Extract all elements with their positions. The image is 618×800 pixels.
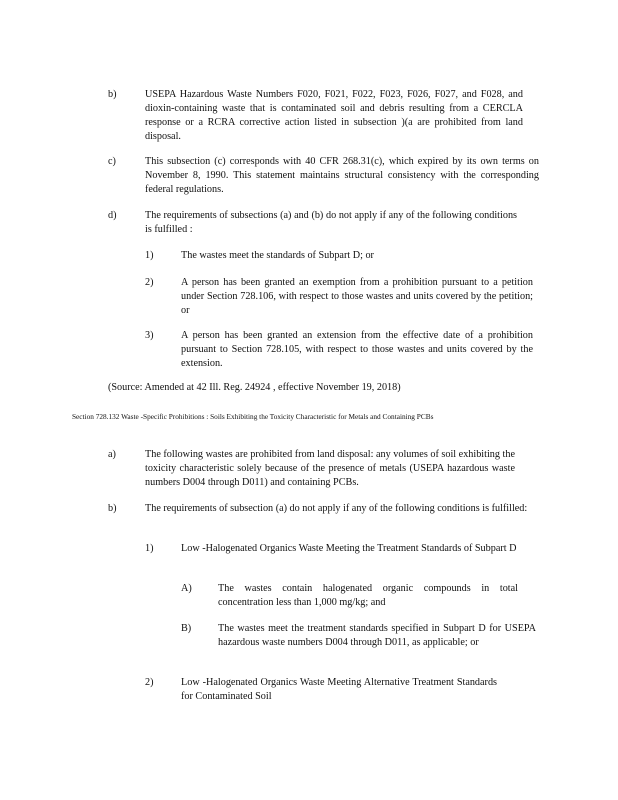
section-b1A-marker: A) [181,583,192,594]
section-b1B-marker: B) [181,623,192,634]
paragraph-d2-marker: 2) [145,277,154,288]
section-heading: Section 728.132 Waste -Specific Prohibitions : Soils Exhibiting the Toxicity Characteristic for Metals and Containing PCBs [72,412,434,421]
source-note: (Source: Amended at 42 Ill. Reg. 24924 , effective November 19, 2018) [108,382,401,393]
paragraph-d3-marker: 3) [145,330,154,341]
paragraph-d1-text: The wastes meet the standards of Subpart D; or [181,250,374,261]
section-a-marker: a) [108,449,116,460]
section-b1B-text: The wastes meet the treatment standards specified in Subpart D for USEPA hazardous waste numbers D004 through D011, as applicable; or [218,623,536,648]
section-b-marker: b) [108,503,117,514]
section-b1-marker: 1) [145,543,154,554]
paragraph-d-marker: d) [108,210,117,221]
paragraph-c-text: This subsection (c) corresponds with 40 CFR 268.31(c), which expired by its own terms on November 8, 1990. This statement maintains structural consistency with the corresponding federal regulations. [145,156,539,195]
section-b1-text: Low -Halogenated Organics Waste Meeting the Treatment Standards of Subpart D [181,543,517,554]
section-b-text: The requirements of subsection (a) do not apply if any of the following conditions is fulfilled: [145,503,528,514]
section-b2-marker: 2) [145,677,154,688]
section-b2-text: Low -Halogenated Organics Waste Meeting Alternative Treatment Standards for Contaminated Soil [181,677,497,702]
paragraph-b-text: USEPA Hazardous Waste Numbers F020, F021, F022, F023, F026, F027, and F028, and dioxin-containing waste that is contaminated soil and debris resulting from a CERCLA response or a RCRA corrective action listed in subsection )(a are prohibited from land disposal. [145,89,523,142]
paragraph-b-marker: b) [108,89,117,100]
paragraph-d-text: The requirements of subsections (a) and (b) do not apply if any of the following conditions is fulfilled : [145,210,517,235]
section-b1A-text: The wastes contain halogenated organic compounds in total concentration less than 1,000 mg/kg; and [218,583,518,608]
section-a-text: The following wastes are prohibited from land disposal: any volumes of soil exhibiting the toxicity characteristic solely because of the presence of metals (USEPA hazardous waste numbers D004 through D011) and containing PCBs. [145,449,515,488]
paragraph-d2-text: A person has been granted an exemption from a prohibition pursuant to a petition under Section 728.106, with respect to those wastes and units covered by the petition; or [181,277,533,316]
paragraph-c-marker: c) [108,156,116,167]
paragraph-d3-text: A person has been granted an extension from the effective date of a prohibition pursuant to Section 728.105, with respect to those wastes and units covered by the extension. [181,330,533,369]
paragraph-d1-marker: 1) [145,250,154,261]
